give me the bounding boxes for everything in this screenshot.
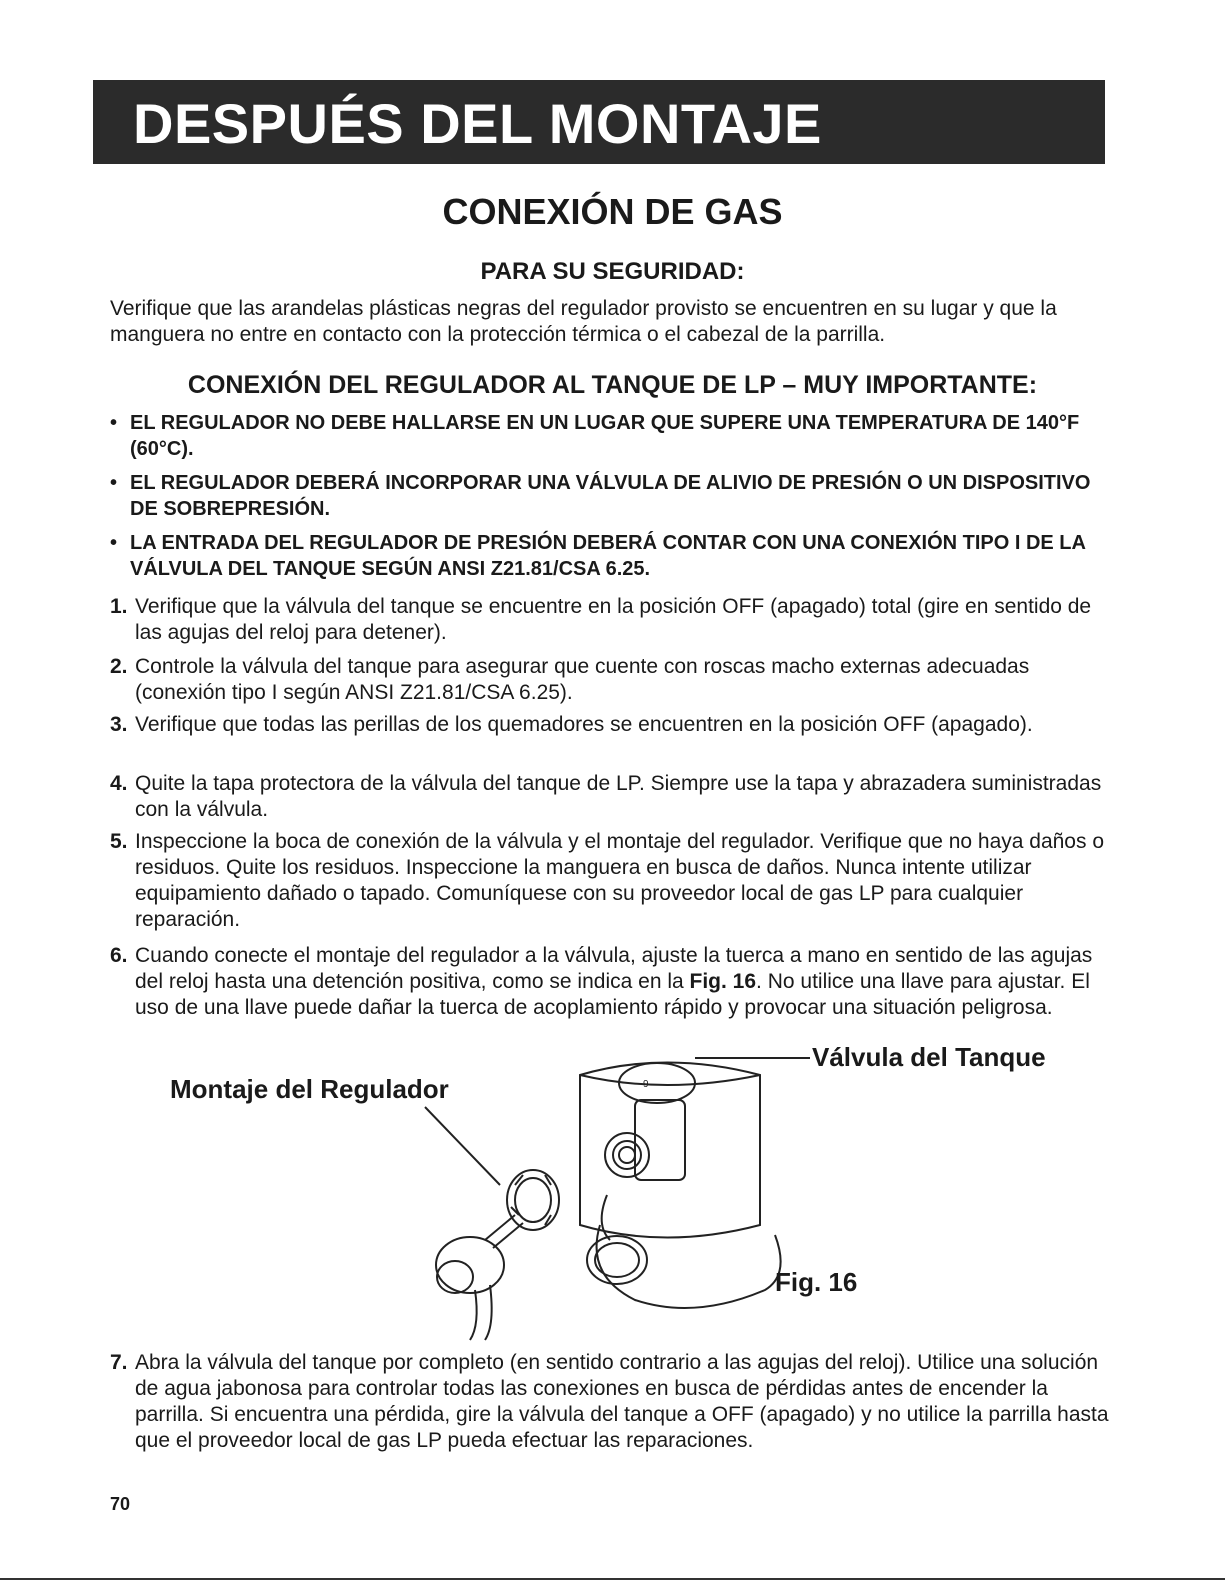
svg-text:9: 9	[643, 1079, 649, 1090]
bullet-dot: •	[110, 532, 118, 554]
step-text: Verifique que la válvula del tanque se encuentre en la posición OFF (apagado) total (gire en sentido de las agujas del reloj para detener).	[135, 595, 1092, 644]
step-text-after: . No utilice una llave para ajustar. El uso de una llave puede dañar la tuerca de acoplamiento rápido y provocar una situación peligrosa.	[135, 970, 1090, 1019]
connection-heading: CONEXIÓN DEL REGULADOR AL TANQUE DE LP – MUY IMPORTANTE:	[187, 371, 1038, 399]
step-number: 2.	[110, 655, 128, 678]
step-text: Quite la tapa protectora de la válvula del tanque de LP. Siempre use la tapa y abrazadera suministradas con la válvula.	[135, 772, 1102, 821]
step-item	[110, 712, 1110, 738]
page-bottom-rule	[0, 1578, 1225, 1580]
bullet-dot: •	[110, 472, 118, 494]
step-item	[110, 943, 1110, 1021]
hose	[470, 1290, 477, 1340]
bullet-text: LA ENTRADA DEL REGULADOR DE PRESIÓN DEBERÁ CONTAR CON UNA CONEXIÓN TIPO I DE LA VÁLVULA DEL TANQUE SEGÚN ANSI Z21.81/CSA 6.25.	[130, 532, 1086, 580]
valve-outlet	[605, 1133, 649, 1177]
figure-caption: Fig. 16	[775, 1267, 858, 1297]
step-number: 3.	[110, 713, 128, 736]
bullet-dot: •	[110, 412, 118, 434]
step-text: Abra la válvula del tanque por completo (en sentido contrario a las agujas del reloj). Utilice una solución de agua jabonosa para controlar todas las conexiones en busca de pérdidas antes de encender la parrilla. Si encuentra una pérdida, gire la válvula del tanque a OFF (apagado) y no utilice la parrilla hasta que el proveedor local de gas LP pueda efectuar las reparaciones.	[135, 1351, 1109, 1452]
section-banner	[93, 80, 1105, 164]
step-number: 1.	[110, 595, 128, 618]
step-number: 4.	[110, 772, 128, 795]
collar-rim	[580, 1075, 760, 1085]
safety-heading: PARA SU SEGURIDAD:	[480, 258, 745, 285]
step-number: 7.	[110, 1351, 128, 1374]
figure-reference: Fig. 16	[689, 970, 757, 993]
step-item	[110, 1350, 1110, 1454]
safety-text: Verifique que las arandelas plásticas negras del regulador provisto se encuentren en su lugar y que la manguera no entre en contacto con la protección térmica o el cabezal de la parrilla.	[110, 297, 1057, 346]
warning-bullet	[110, 410, 1110, 462]
step-item	[110, 829, 1110, 933]
step-text: Verifique que todas las perillas de los quemadores se encuentren en la posición OFF (apagado).	[135, 713, 1033, 736]
step-text: Controle la válvula del tanque para asegurar que cuente con roscas macho externas adecuadas (conexión tipo I según ANSI Z21.81/CSA 6.25).	[135, 655, 1030, 704]
step-text: Inspeccione la boca de conexión de la válvula y el montaje del regulador. Verifique que no haya daños o residuos. Quite los residuos. Inspeccione la manguera en busca de daños. Nunca intente utilizar equipamiento dañado o tapado. Comuníquese con su proveedor local de gas LP para cualquier reparación.	[135, 830, 1105, 931]
step-text-before: Cuando conecte el montaje del regulador a la válvula, ajuste la tuerca a mano en sentido de las agujas del reloj hasta una detención positiva, como se indica en la	[135, 944, 1093, 993]
bullet-text: EL REGULADOR DEBERÁ INCORPORAR UNA VÁLVULA DE ALIVIO DE PRESIÓN O UN DISPOSITIVO DE SOBREPRESIÓN.	[130, 472, 1091, 520]
step-item	[110, 771, 1110, 823]
regulator-tank-illustration	[395, 1035, 815, 1345]
step-item	[110, 654, 1110, 706]
warning-bullet	[110, 470, 1110, 522]
regulator-leader-line	[425, 1107, 500, 1185]
regulator-label: Montaje del Regulador	[170, 1074, 449, 1104]
warning-bullet	[110, 530, 1110, 582]
step-item	[110, 594, 1110, 646]
step-number: 5.	[110, 830, 128, 853]
section-title: CONEXIÓN DE GAS	[442, 191, 783, 232]
page-number: 70	[110, 1494, 131, 1514]
step-number: 6.	[110, 944, 128, 967]
tank-collar	[580, 1063, 760, 1238]
valve-label: Válvula del Tanque	[812, 1042, 1046, 1072]
banner-title: DESPUÉS DEL MONTAJE	[133, 92, 822, 155]
bullet-text: EL REGULADOR NO DEBE HALLARSE EN UN LUGAR QUE SUPERE UNA TEMPERATURA DE 140°F (60°C).	[130, 412, 1080, 460]
